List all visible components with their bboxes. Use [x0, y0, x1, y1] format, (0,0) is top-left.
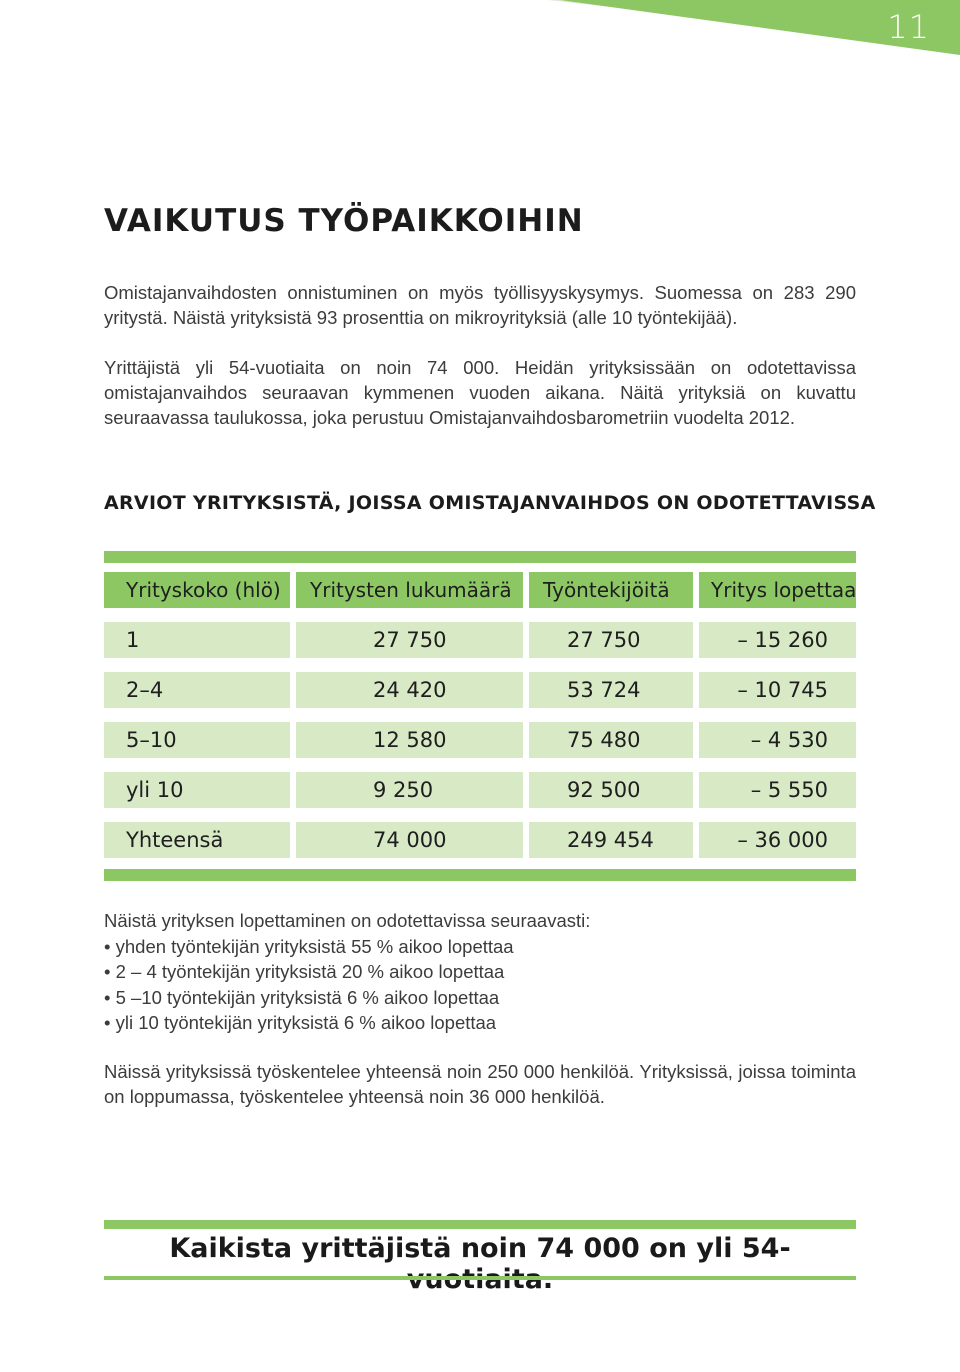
table-bottom-rule — [104, 869, 856, 881]
table-cell: 27 750 — [296, 622, 523, 658]
table-cell: 53 724 — [529, 672, 693, 708]
list-item: • 5 –10 työntekijän yrityksistä 6 % aikoo lopettaa — [104, 985, 856, 1011]
table-cell: – 15 260 — [699, 622, 856, 658]
list-item: • 2 – 4 työntekijän yrityksistä 20 % aikoo lopettaa — [104, 959, 856, 985]
table-title: ARVIOT YRITYKSISTÄ, JOISSA OMISTAJANVAIHDOS ON ODOTETTAVISSA — [104, 492, 876, 514]
table-cell: 74 000 — [296, 822, 523, 858]
table-cell: 92 500 — [529, 772, 693, 808]
table-cell: – 4 530 — [699, 722, 856, 758]
table-cell: 2–4 — [104, 672, 290, 708]
table-cell: 249 454 — [529, 822, 693, 858]
table-cell: yli 10 — [104, 772, 290, 808]
table-cell: 9 250 — [296, 772, 523, 808]
estimates-table — [104, 572, 856, 872]
table-row-total — [104, 822, 856, 858]
list-intro: Näistä yrityksen lopettaminen on odotettavissa seuraavasti: — [104, 910, 591, 931]
outlook-list-block — [104, 908, 856, 1036]
table-cell: 5–10 — [104, 722, 290, 758]
table-row — [104, 772, 856, 808]
list-item: • yhden työntekijän yrityksistä 55 % aikoo lopettaa — [104, 934, 856, 960]
callout-bottom-rule — [104, 1276, 856, 1280]
table-cell: – 5 550 — [699, 772, 856, 808]
corner-decoration — [0, 0, 960, 60]
table-row — [104, 672, 856, 708]
table-header-row — [104, 572, 856, 608]
page-title: VAIKUTUS TYÖPAIKKOIHIN — [104, 203, 584, 239]
column-header: Yritysten lukumäärä — [296, 572, 523, 608]
list-item: • yli 10 työntekijän yrityksistä 6 % aikoo lopettaa — [104, 1010, 856, 1036]
second-paragraph: Yrittäjistä yli 54-vuotiaita on noin 74 000. Heidän yrityksissään on odotettavissa omistajanvaihdos seuraavan kymmenen vuoden aikana. Näitä yrityksiä on kuvattu seuraavassa taulukossa, joka perustuu Omistajanvaihdosbarometriin vuodelta 2012. — [104, 357, 856, 428]
page-number: 11 — [887, 8, 930, 46]
callout-top-rule — [104, 1220, 856, 1229]
column-header: Yritys lopettaa — [699, 572, 856, 608]
table-top-rule — [104, 551, 856, 563]
table-cell: 12 580 — [296, 722, 523, 758]
callout-text: Kaikista yrittäjistä noin 74 000 on yli 54- — [169, 1233, 791, 1264]
table-cell: Yhteensä — [104, 822, 290, 858]
intro-paragraph: Omistajanvaihdosten onnistuminen on myös työllisyyskysymys. Suomessa on 283 290 yritystä. Näistä yrityksistä 93 prosenttia on mikroyrityksiä (alle 10 työntekijää). — [104, 282, 856, 328]
table-row — [104, 622, 856, 658]
table-cell: 24 420 — [296, 672, 523, 708]
table-row — [104, 722, 856, 758]
table-cell: – 10 745 — [699, 672, 856, 708]
table-cell: – 36 000 — [699, 822, 856, 858]
bullet-list — [104, 934, 856, 1036]
table-cell: 27 750 — [529, 622, 693, 658]
closing-paragraph: Näissä yrityksissä työskentelee yhteensä noin 250 000 henkilöä. Yrityksissä, joissa toiminta on loppumassa, työskentelee yhteensä noin 36 000 henkilöä. — [104, 1061, 856, 1107]
table-cell: 75 480 — [529, 722, 693, 758]
table-cell: 1 — [104, 622, 290, 658]
column-header: Työntekijöitä — [529, 572, 693, 608]
column-header: Yrityskoko (hlö) — [104, 572, 290, 608]
